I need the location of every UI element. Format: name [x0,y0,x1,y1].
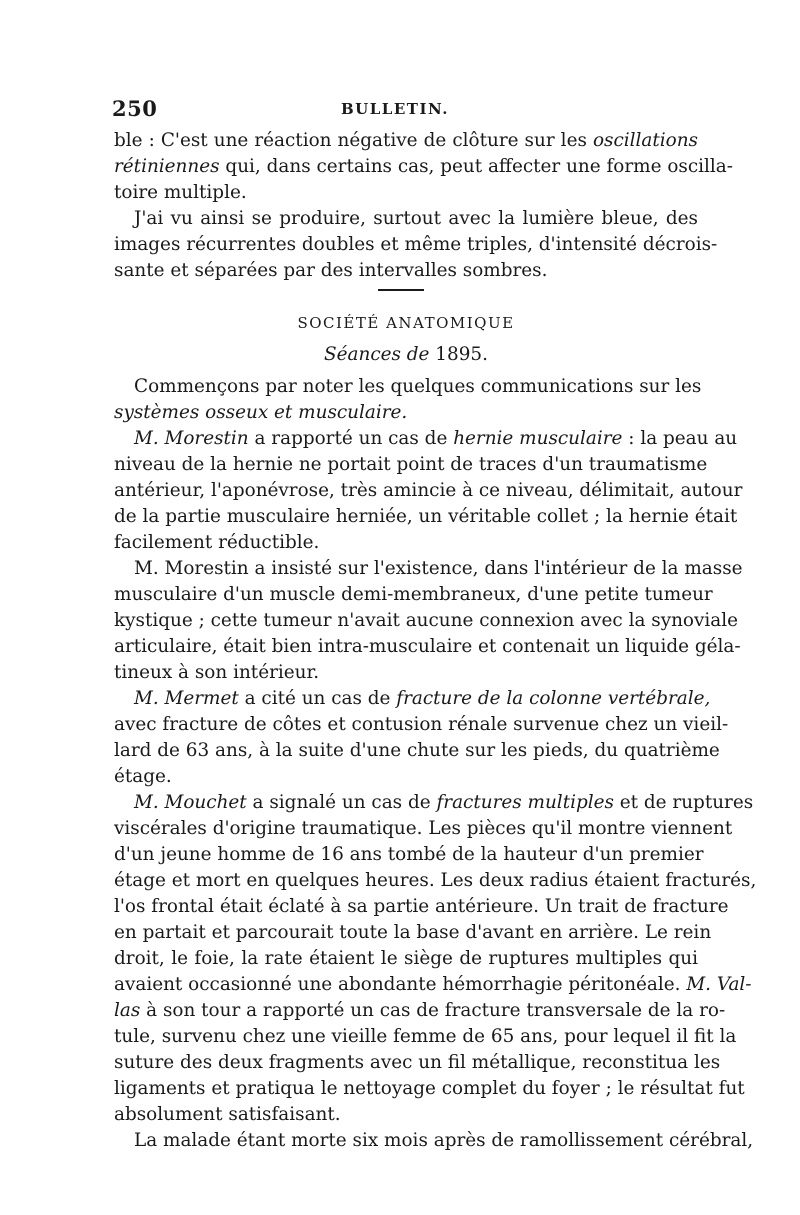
text-line: de la partie musculaire herniée, un véritable collet ; la hernie était [114,506,738,527]
text-line: absolument satisfaisant. [114,1104,341,1125]
section-subtitle: Séances de 1895. [324,344,488,365]
text-line: M. Morestin a rapporté un cas de hernie musculaire : la peau au [134,428,738,449]
text-line: d'un jeune homme de 16 ans tombé de la hauteur d'un premier [114,844,704,865]
text-line: systèmes osseux et musculaire. [114,402,408,423]
page-header [112,96,696,120]
text-line: tineux à son intérieur. [114,662,320,683]
text-line: étage. [114,766,172,787]
text-line: niveau de la hernie ne portait point de traces d'un traumatisme [114,454,708,475]
text-line: las à son tour a rapporté un cas de fracture transversale de la ro- [114,1000,726,1021]
text-line: kystique ; cette tumeur n'avait aucune connexion avec la synoviale [114,610,739,631]
text-line: M. Mouchet a signalé un cas de fractures multiples et de ruptures [134,792,754,813]
text-line: en partait et parcourait toute la base d'avant en arrière. Le rein [114,922,712,943]
text-line: La malade étant morte six mois après de ramollissement cérébral, [134,1130,754,1151]
text-line: viscérales d'origine traumatique. Les pièces qu'il montre viennent [114,818,733,839]
text-line: ble : C'est une réaction négative de clôture sur les oscillations [114,130,698,151]
text-line: M. Morestin a insisté sur l'existence, dans l'intérieur de la masse [134,558,743,579]
text-line: musculaire d'un muscle demi-membraneux, d'une petite tumeur [114,584,713,605]
text-line: droit, le foie, la rate étaient le siège de ruptures multiples qui [114,948,698,969]
text-line: rétiniennes qui, dans certains cas, peut affecter une forme oscilla- [114,156,733,177]
page-number: 250 [112,96,158,121]
text-line: avec fracture de côtes et contusion rénale survenue chez un vieil- [114,714,729,735]
text-line: facilement réductible. [114,532,320,553]
text-line: étage et mort en quelques heures. Les deux radius étaient fracturés, [114,870,757,891]
text-line: Commençons par noter les quelques communications sur les [134,376,702,397]
text-line: toire multiple. [114,182,247,203]
text-line: l'os frontal était éclaté à sa partie antérieure. Un trait de fracture [114,896,729,917]
text-line: avaient occasionné une abondante hémorrhagie péritonéale. M. Val- [114,974,752,995]
text-line: M. Mermet a cité un cas de fracture de la colonne vertébrale, [134,688,711,709]
text-line: ligaments et pratiqua le nettoyage complet du foyer ; le résultat fut [114,1078,745,1099]
running-head: BULLETIN. [341,100,449,118]
text-line: suture des deux fragments avec un fil métallique, reconstitua les [114,1052,721,1073]
text-line: articulaire, était bien intra-musculaire et contenait un liquide géla- [114,636,741,657]
text-line: J'ai vu ainsi se produire, surtout avec la lumière bleue, des [134,208,698,229]
section-title: SOCIÉTÉ ANATOMIQUE [297,314,515,332]
text-line: lard de 63 ans, à la suite d'une chute sur les pieds, du quatrième [114,740,720,761]
text-line: sante et séparées par des intervalles sombres. [114,260,548,281]
text-line: antérieur, l'aponévrose, très amincie à ce niveau, délimitait, autour [114,480,743,501]
text-line: images récurrentes doubles et même triples, d'intensité décrois- [114,234,718,255]
section-divider [378,289,424,291]
text-line: tule, survenu chez une vieille femme de 65 ans, pour lequel il fit la [114,1026,737,1047]
